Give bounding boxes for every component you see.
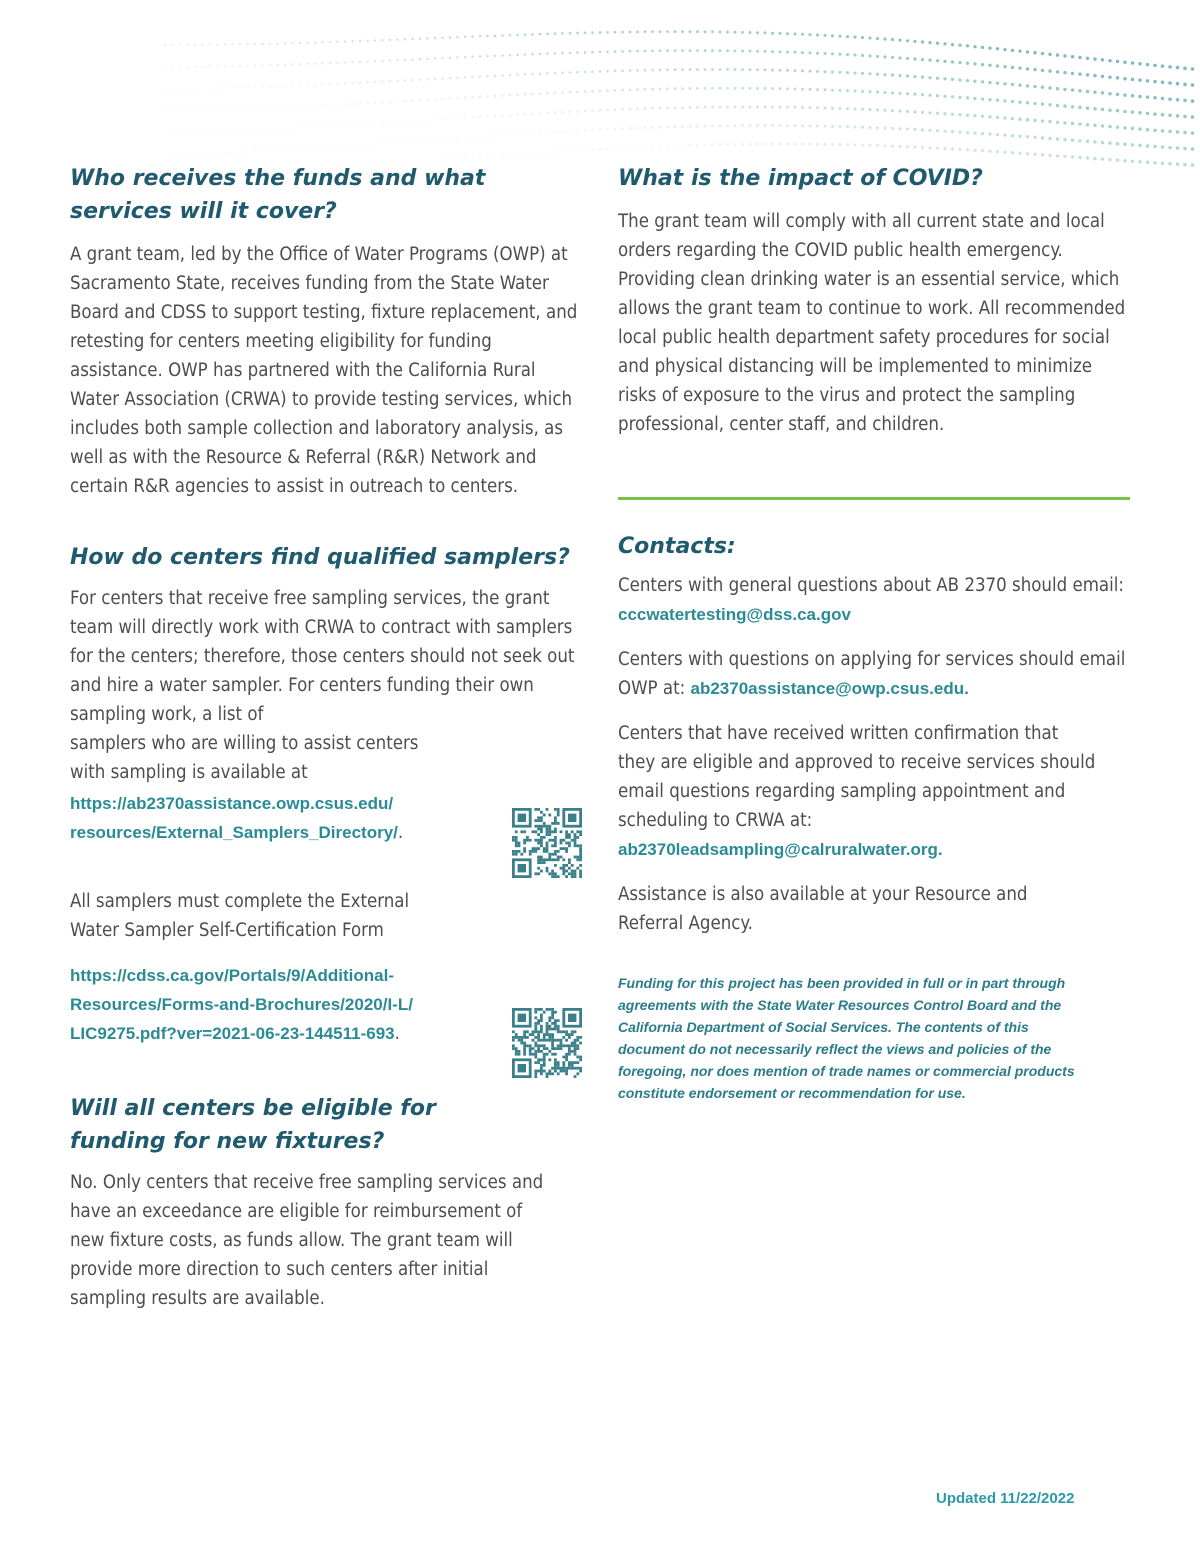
covid-body: The grant team will comply with all current state and local orders regarding the COVID public health emergency. Providing clean drinking water is an essential service, which allows the grant team to continue to work. All recommended local public health department safety procedures for social and physical distancing will be implemented to minimize risks of exposure to the virus and protect the sampling professional, center staff, and children. [618, 211, 1126, 435]
certification-link-end: . [394, 1023, 400, 1044]
right-column [618, 162, 1138, 439]
section-divider [618, 497, 1130, 500]
samplers-body-tail-1: samplers who are willing to assist centers [70, 733, 419, 754]
eligible-body: No. Only centers that receive free sampling services and have an exceedance are eligible for reimbursement of new fixture costs, as funds allow. The grant team will provide more direction to such centers after initial sampling results are available. [70, 1172, 544, 1309]
contacts-heading: Contacts: [618, 534, 736, 559]
samplers-directory-qr-code[interactable] [512, 808, 582, 878]
samplers-directory-link-1[interactable]: https://ab2370assistance.owp.csus.edu/ [70, 794, 394, 813]
certification-body-2: Water Sampler Self-Certification Form [70, 920, 384, 941]
funds-heading: Who receives the funds and what services will it cover? [70, 166, 486, 224]
samplers-heading: How do centers find qualified samplers? [70, 545, 570, 570]
updated-date: Updated 11/22/2022 [936, 1490, 1075, 1507]
contact-general [618, 571, 1128, 629]
samplers-directory-link-2[interactable]: resources/External_Samplers_Directory/ [70, 823, 398, 842]
samplers-body-tail-2: with sampling is available at [70, 762, 308, 783]
contact-applying-text: Centers with questions on applying for services should email OWP at: [618, 649, 1126, 699]
certification-form-link-3[interactable]: LIC9275.pdf?ver=2021-06-23-144511-693 [70, 1024, 395, 1043]
covid-heading: What is the impact of COVID? [618, 166, 983, 191]
contact-rr-agency: Assistance is also available at your Resource and Referral Agency. [618, 884, 1028, 934]
funds-body: A grant team, led by the Office of Water Programs (OWP) at Sacramento State, receives funding from the State Water Board and CDSS to support testing, fixture replacement, and retesting for centers meeting eligibility for funding assistance. OWP has partnered with the California Rural Water Association (CRWA) to provide testing services, which includes both sample collection and laboratory analysis, as well as with the Resource & Referral (R&R) Network and certain R&R agencies to assist in outreach to centers. [70, 244, 578, 497]
ab2370assistance-email-link[interactable]: ab2370assistance@owp.csus.edu. [690, 679, 969, 698]
certification-body-1: All samplers must complete the External [70, 891, 410, 912]
ab2370leadsampling-email-link[interactable]: ab2370leadsampling@calruralwater.org. [618, 840, 943, 859]
contact-general-text: Centers with general questions about AB 2370 should email: [618, 575, 1124, 596]
samplers-body: For centers that receive free sampling services, the grant team will directly work with CRWA to contract with samplers for the centers; therefore, those centers should not seek out and hire a water sampler. For centers funding their own sampling work, a list of [70, 588, 575, 725]
certification-form-link-1[interactable]: https://cdss.ca.gov/Portals/9/Additional- [70, 966, 394, 985]
certification-form-qr-code[interactable] [512, 1008, 582, 1078]
left-column [70, 162, 590, 1313]
contact-scheduling [618, 719, 1098, 864]
eligible-heading: Will all centers be eligible for funding for new fixtures? [70, 1096, 436, 1154]
contacts-section [618, 530, 1138, 1104]
contact-applying [618, 645, 1128, 703]
funding-disclaimer: Funding for this project has been provided in full or in part through agreements with the State Water Resources Control Board and the California Department of Social Services. The contents of this document do not necessarily reflect the views and policies of the foregoing, nor does mention of trade names or commercial products constitute endorsement or recommendation for use. [618, 975, 1075, 1101]
certification-form-link-2[interactable]: Resources/Forms-and-Brochures/2020/I-L/ [70, 995, 413, 1014]
samplers-link-end: . [397, 822, 404, 843]
cccwatertesting-email-link[interactable]: cccwatertesting@dss.ca.gov [618, 605, 851, 624]
contact-scheduling-text: Centers that have received written confirmation that they are eligible and approved to receive services should email questions regarding sampling appointment and scheduling to CRWA at: [618, 723, 1096, 831]
